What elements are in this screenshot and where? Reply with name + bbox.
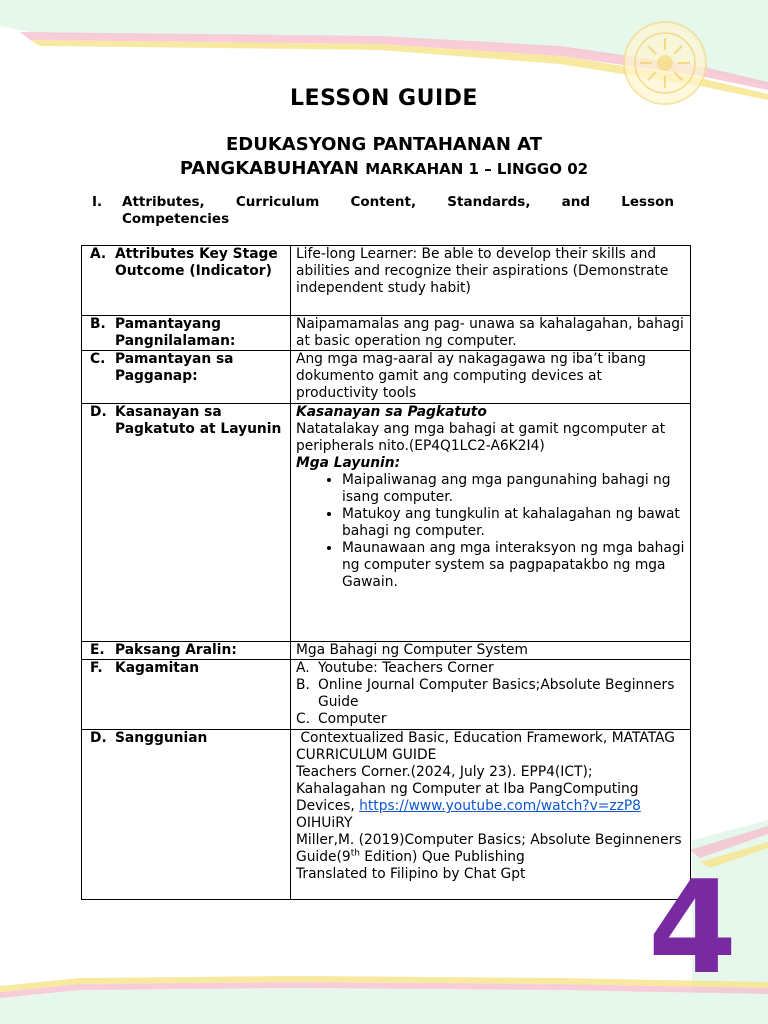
reference-2-tail: OIHUiRY bbox=[296, 815, 353, 831]
row-letter: F. bbox=[90, 660, 103, 676]
row-label bbox=[82, 642, 291, 660]
row-label bbox=[82, 730, 291, 900]
quarter-week: MARKAHAN 1 – LINGGO 02 bbox=[365, 160, 589, 178]
competency-text: Natatalakay ang mga bahagi at gamit ngcomputer at peripherals nito.(EP4Q1LC2-A6K2I4) bbox=[296, 421, 666, 454]
row-label-text: Paksang Aralin: bbox=[115, 642, 237, 658]
row-letter: A. bbox=[90, 246, 107, 262]
section-number: I. bbox=[92, 194, 103, 210]
subject-line-2 bbox=[0, 157, 768, 181]
row-content bbox=[291, 660, 691, 730]
section-title-line-2: Competencies bbox=[122, 211, 230, 227]
subject-line-1: EDUKASYONG PANTAHANAN AT bbox=[226, 134, 542, 155]
table-row bbox=[82, 660, 691, 730]
list-marker: A. bbox=[296, 660, 310, 676]
row-label-text: Pamantayan sa Pagganap: bbox=[115, 351, 234, 384]
table-row bbox=[82, 316, 691, 351]
row-content: Naipamamalas ang pag- unawa sa kahalagahan, bahagi at basic operation ng computer. bbox=[291, 316, 691, 351]
row-content bbox=[291, 730, 691, 900]
row-label-text: Kagamitan bbox=[115, 660, 200, 676]
table-row bbox=[82, 351, 691, 404]
row-label-text: Attributes Key Stage Outcome (Indicator) bbox=[115, 246, 278, 279]
reference-3-tail: Edition) Que Publishing bbox=[359, 849, 525, 865]
materials-list bbox=[296, 660, 685, 728]
reference-3-superscript: th bbox=[350, 848, 360, 859]
row-letter: C. bbox=[90, 351, 106, 367]
list-item-text: Online Journal Computer Basics;Absolute Beginners Guide bbox=[318, 677, 675, 710]
list-item bbox=[296, 711, 685, 728]
row-label-text: Pamantayang Pangnilalaman: bbox=[115, 316, 236, 349]
row-letter: B. bbox=[90, 316, 106, 332]
reference-4: Translated to Filipino by Chat Gpt bbox=[296, 866, 526, 882]
section-heading bbox=[92, 194, 674, 228]
page-title: LESSON GUIDE bbox=[290, 86, 478, 111]
list-item bbox=[296, 677, 685, 711]
row-label bbox=[82, 351, 291, 404]
table-row bbox=[82, 246, 691, 316]
list-item-text: Youtube: Teachers Corner bbox=[318, 660, 494, 676]
row-label bbox=[82, 660, 291, 730]
objectives-list bbox=[296, 472, 685, 591]
objectives-heading: Mga Layunin: bbox=[296, 455, 401, 471]
reference-3 bbox=[296, 832, 685, 866]
section-title bbox=[122, 194, 674, 228]
list-item: • Maipaliwanag ang mga pangunahing bahagi ng isang computer. bbox=[342, 472, 685, 506]
reference-3-text: Miller,M. (2019)Computer Basics; Absolute Beginneners Guide(9 bbox=[296, 832, 682, 865]
table-row bbox=[82, 730, 691, 900]
lesson-table bbox=[81, 245, 691, 900]
list-marker: C. bbox=[296, 711, 311, 727]
reference-1: Contextualized Basic, Education Framework, MATATAG CURRICULUM GUIDE bbox=[296, 730, 680, 763]
competency-heading: Kasanayan sa Pagkatuto bbox=[296, 404, 487, 420]
row-label bbox=[82, 316, 291, 351]
row-content: Ang mga mag-aaral ay nakagagawa ng iba’t ibang dokumento gamit ang computing devices at productivity tools bbox=[291, 351, 691, 404]
grade-number: 4 bbox=[648, 854, 738, 1003]
list-item bbox=[296, 660, 685, 677]
row-label-text: Kasanayan sa Pagkatuto at Layunin bbox=[115, 404, 282, 437]
row-content: Mga Bahagi ng Computer System bbox=[291, 642, 691, 660]
reference-2 bbox=[296, 764, 685, 815]
row-label bbox=[82, 404, 291, 642]
section-title-line-1: Attributes, Curriculum Content, Standards, and Lesson bbox=[122, 194, 674, 210]
row-letter: E. bbox=[90, 642, 105, 658]
row-content: Life-long Learner: Be able to develop their skills and abilities and recognize their aspirations (Demonstrate independent study habit) bbox=[291, 246, 691, 316]
list-item-text: Computer bbox=[318, 711, 387, 727]
subject-name-tail: PANGKABUHAYAN bbox=[179, 158, 359, 179]
list-item: • Maunawaan ang mga interaksyon ng mga bahagi ng computer system sa pagpapatakbo ng mga Gawain. bbox=[342, 540, 685, 591]
row-letter: D. bbox=[90, 404, 107, 420]
table-row bbox=[82, 642, 691, 660]
list-marker: B. bbox=[296, 677, 310, 693]
row-letter: D. bbox=[90, 730, 107, 746]
table-row bbox=[82, 404, 691, 642]
row-content bbox=[291, 404, 691, 642]
list-item: • Matukoy ang tungkulin at kahalagahan ng bawat bahagi ng computer. bbox=[342, 506, 685, 540]
row-label bbox=[82, 246, 291, 316]
subject-heading bbox=[0, 133, 768, 181]
reference-2-text: Teachers Corner.(2024, July 23). EPP4(ICT); Kahalagahan ng Computer at Iba PangComputing Devices, bbox=[296, 764, 639, 814]
youtube-link[interactable]: https://www.youtube.com/watch?v=zzP8 bbox=[359, 798, 641, 814]
row-label-text: Sanggunian bbox=[115, 730, 208, 746]
